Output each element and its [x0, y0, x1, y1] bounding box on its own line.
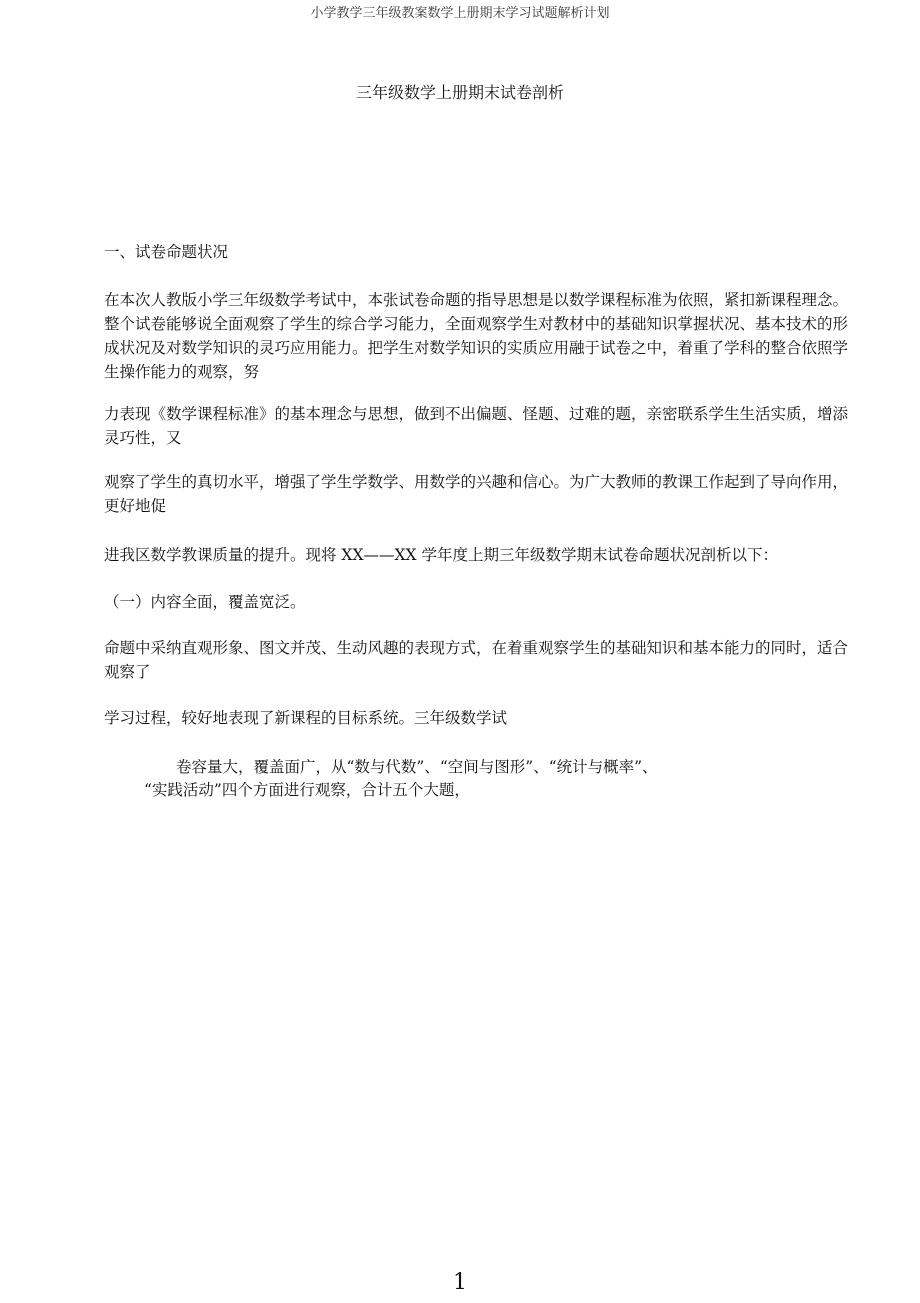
running-header: 小学教学三年级教案数学上册期末学习试题解析计划	[310, 6, 610, 21]
paragraph-6: 学习过程，较好地表现了新课程的目标系统。三年级数学试	[104, 709, 508, 727]
paragraph-5: 命题中采纳直观形象、图文并茂、生动风趣的表现方式，在着重观察学生的基础知识和基本能力的同时，适合观察了	[104, 639, 849, 681]
paragraph-3: 观察了学生的真切水平，增强了学生学数学、用数学的兴趣和信心。为广大教师的教课工作起到了导向作用，更好地促	[104, 473, 849, 515]
paragraph-2: 力表现《数学课程标准》的基本理念与思想，做到不出偏题、怪题、过难的题，亲密联系学生生活实质，增添灵巧性，又	[104, 405, 849, 447]
paragraph-4: 进我区数学教课质量的提升。现将 XX——XX 学年度上期三年级数学期末试卷命题状况剖析以下：	[104, 546, 778, 564]
document-title: 三年级数学上册期末试卷剖析	[355, 83, 564, 102]
page-number: 1	[453, 1270, 467, 1295]
section-heading: 一、试卷命题状况	[104, 243, 229, 261]
subsection-heading: （一）内容全面，覆盖宽泛。	[104, 593, 306, 611]
paragraph-1: 在本次人教版小学三年级数学考试中，本张试卷命题的指导思想是以数学课程标准为依照，紧扣新课程理念。整个试卷能够说全面观察了学生的综合学习能力，全面观察学生对教材中的基础知识掌握状况、基本技术的形成状况及对数学知识的灵巧应用能力。把学生对数学知识的实质应用融于试卷之中，着重了学科的整合依照学生操作能力的观察，努	[104, 291, 849, 381]
paragraph-7-line-2: “实践活动”四个方面进行观察，合计五个大题，	[144, 781, 470, 799]
paragraph-7-line-1: 卷容量大，覆盖面广，从“数与代数”、“空间与图形”、“统计与概率”、	[176, 758, 658, 776]
